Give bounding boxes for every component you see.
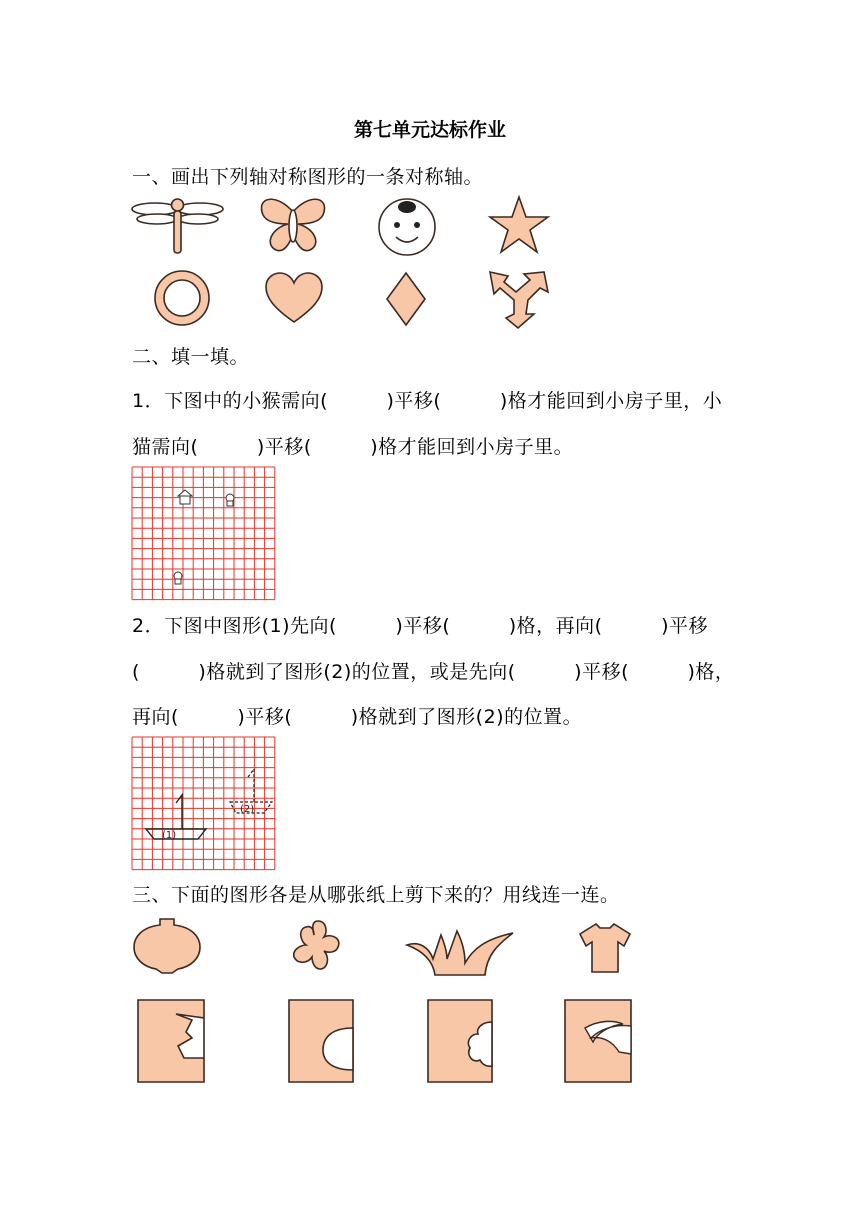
cat-icon <box>174 572 182 584</box>
heart-shape <box>264 272 324 324</box>
question2-line2: ( )格就到了图形(2)的位置，或是先向( )平移( )格， <box>132 661 735 683</box>
three-arrow-shape <box>486 268 554 330</box>
question2-line3: 再向( )平移( )格就到了图形(2)的位置。 <box>132 706 583 728</box>
grass-shape <box>405 925 517 977</box>
paper-piece-4 <box>563 998 633 1084</box>
page-title: 第七单元达标作业 <box>353 119 506 141</box>
house-icon <box>178 490 192 504</box>
star-shape <box>488 195 550 255</box>
figure-2-label: (2) <box>240 804 255 815</box>
paper-piece-2 <box>287 998 355 1084</box>
figure-1-label: (1) <box>162 830 177 841</box>
section1-heading: 一、画出下列轴对称图形的一条对称轴。 <box>132 166 484 188</box>
smiling-face-icon <box>375 195 439 257</box>
paper-piece-1 <box>136 998 208 1084</box>
lantern-shape <box>132 917 202 975</box>
butterfly-icon <box>258 194 328 256</box>
t-shirt-shape <box>578 922 632 974</box>
grid-figure-2 <box>132 737 276 869</box>
ring-shape <box>152 268 212 328</box>
monkey-icon <box>226 494 234 506</box>
grid-figure-1 <box>132 467 276 599</box>
paper-piece-3 <box>426 998 494 1084</box>
diamond-shape <box>385 271 427 327</box>
question1-line1: 1．下图中的小猴需向( )平移( )格才能回到小房子里，小 <box>132 390 723 412</box>
section3-heading: 三、下面的图形各是从哪张纸上剪下来的？用线连一连。 <box>132 884 620 906</box>
question2-line1: 2．下图中图形(1)先向( )平移( )格，再向( )平移 <box>132 615 708 637</box>
flower-shape <box>288 917 348 977</box>
section2-heading: 二、填一填。 <box>132 346 250 368</box>
dragonfly-icon <box>130 195 225 257</box>
question1-line2: 猫需向( )平移( )格才能回到小房子里。 <box>132 436 574 458</box>
